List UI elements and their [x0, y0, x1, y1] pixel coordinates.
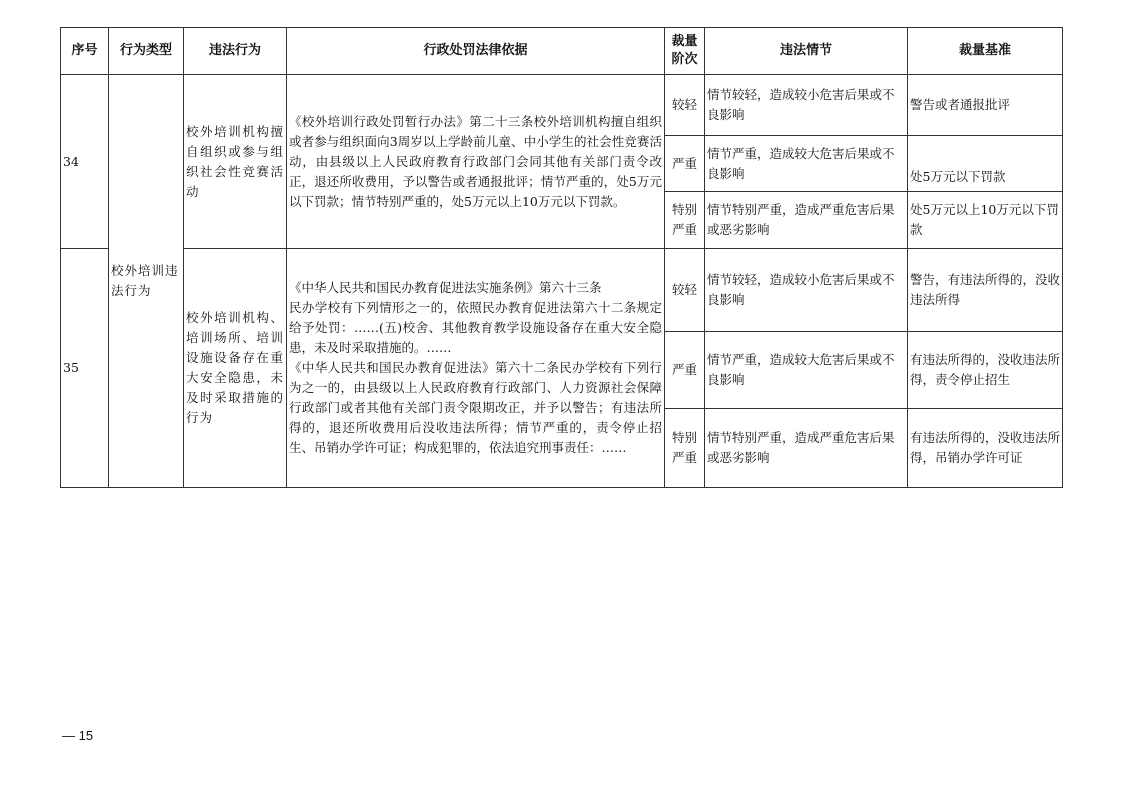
legal-basis-paragraph: 《中华人民共和国民办教育促进法》第六十二条民办学校有下列行为之一的，由县级以上人民政府教育行政部门、人力资源社会保障行政部门或者其他有关部门责令限期改正，并予以警告；有违法所得的，退还所收费用后没收违法所得；情节严重的，责令停止招生、吊销办学许可证；构成犯罪的，依法追究刑事责任：…… — [289, 360, 662, 455]
legal-basis-paragraph: 《中华人民共和国民办教育促进法实施条例》第六十三条 — [289, 280, 602, 295]
header-circumstance: 违法情节 — [705, 28, 908, 75]
item-number: 35 — [61, 249, 109, 488]
table-row — [61, 75, 1063, 136]
violation-act: 校外培训机构擅自组织或参与组织社会性竞赛活动 — [184, 75, 287, 249]
discretion-level: 严重 — [665, 332, 705, 409]
violation-act: 校外培训机构、培训场所、培训设施设备存在重大安全隐患，未及时采取措施的行为 — [184, 249, 287, 488]
discretion-level: 较轻 — [665, 249, 705, 332]
header-level: 裁量 阶次 — [665, 28, 705, 75]
legal-basis — [287, 75, 665, 249]
penalty-standard: 警告或者通报批评 — [908, 75, 1063, 136]
header-law: 行政处罚法律依据 — [287, 28, 665, 75]
circumstance: 情节特别严重，造成严重危害后果或恶劣影响 — [705, 409, 908, 488]
discretion-level: 特别 严重 — [665, 409, 705, 488]
table-header-row — [61, 28, 1063, 75]
page-number: — 15 — [62, 728, 94, 743]
penalty-standard: 警告，有违法所得的，没收违法所得 — [908, 249, 1063, 332]
penalty-discretion-table — [60, 27, 1063, 488]
penalty-standard: 处5万元以上10万元以下罚款 — [908, 192, 1063, 249]
table-row — [61, 249, 1063, 332]
item-number: 34 — [61, 75, 109, 249]
discretion-level: 较轻 — [665, 75, 705, 136]
penalty-standard: 有违法所得的，没收违法所得，责令停止招生 — [908, 332, 1063, 409]
header-type: 行为类型 — [109, 28, 184, 75]
penalty-standard: 处5万元以下罚款 — [908, 136, 1063, 192]
header-no: 序号 — [61, 28, 109, 75]
penalty-standard: 有违法所得的，没收违法所得，吊销办学许可证 — [908, 409, 1063, 488]
circumstance: 情节较轻，造成较小危害后果或不良影响 — [705, 249, 908, 332]
violation-category: 校外培训违法行为 — [109, 75, 184, 488]
legal-basis — [287, 249, 665, 488]
legal-basis-paragraph: 民办学校有下列情形之一的，依照民办教育促进法第六十二条规定给予处罚：……(五)校舍、其他教育教学设施设备存在重大安全隐患，未及时采取措施的。…… — [289, 300, 662, 355]
discretion-level: 严重 — [665, 136, 705, 192]
circumstance: 情节严重，造成较大危害后果或不良影响 — [705, 332, 908, 409]
legal-basis-paragraph: 《校外培训行政处罚暂行办法》第二十三条校外培训机构擅自组织或者参与组织面向3周岁以上学龄前儿童、中小学生的社会性竞赛活动，由县级以上人民政府教育行政部门会同其他有关部门责令改正，退还所收费用，予以警告或者通报批评；情节严重的，处5万元以下罚款；情节特别严重的，处5万元以上10万元以下罚款。 — [289, 113, 662, 209]
circumstance: 情节较轻，造成较小危害后果或不良影响 — [705, 75, 908, 136]
header-act: 违法行为 — [184, 28, 287, 75]
discretion-level: 特别 严重 — [665, 192, 705, 249]
header-standard: 裁量基准 — [908, 28, 1063, 75]
circumstance: 情节特别严重，造成严重危害后果或恶劣影响 — [705, 192, 908, 249]
circumstance: 情节严重，造成较大危害后果或不良影响 — [705, 136, 908, 192]
